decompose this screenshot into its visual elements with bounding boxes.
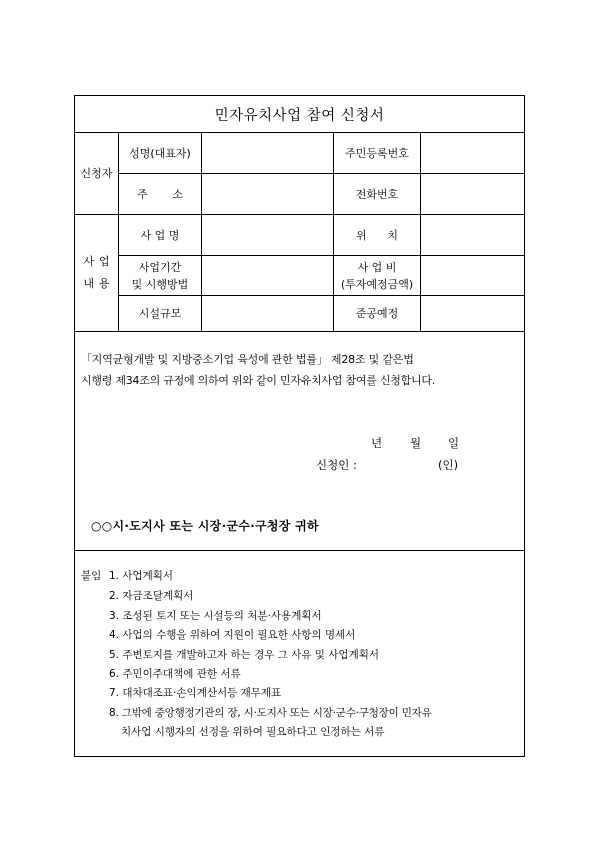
location-field[interactable] (421, 215, 524, 255)
cost-label-line2: (투자예정금액) (340, 277, 414, 291)
attachment-item: 2. 자금조달계획서 (109, 590, 194, 602)
business-label-char: 내 (83, 277, 95, 290)
attachment-item: 3. 조성된 토지 또는 시설등의 처분·사용계획서 (109, 610, 322, 622)
name-label: 성명(대표자) (129, 146, 191, 160)
attachment-item: 7. 대차대조표·손익계산서등 재무제표 (109, 687, 282, 699)
address-label (119, 174, 201, 214)
location-label (334, 215, 420, 255)
date-day-label: 일 (448, 436, 460, 450)
attachment-item: 치사업 시행자의 선정을 위하여 필요하다고 인정하는 서류 (121, 726, 385, 738)
attachment-item: 6. 주민이주대책에 관한 서류 (109, 668, 241, 680)
date-year-label: 년 (371, 436, 383, 450)
phone-label: 전화번호 (355, 187, 399, 201)
business-name-field[interactable] (202, 215, 333, 255)
business-label-char: 업 (98, 255, 110, 268)
seal-mark: (인) (438, 458, 459, 472)
facility-field[interactable] (202, 296, 333, 331)
location-label-char: 위 (356, 228, 367, 242)
form-title: 민자유치사업 참여 신청서 (214, 107, 385, 124)
statement-line: 「지역균형개발 및 지방중소기업 육성에 관한 법률」 제28조 및 같은법 (81, 353, 414, 366)
business-name-label: 사 업 명 (140, 228, 180, 242)
signature-label: 신청인 : (316, 458, 357, 472)
address-label-char: 소 (172, 187, 183, 201)
facility-label: 시설규모 (138, 307, 182, 320)
completion-field[interactable] (421, 296, 524, 331)
applicant-section-label: 신청자 (80, 166, 113, 180)
rrn-label: 주민등록번호 (345, 146, 409, 160)
location-label-char: 치 (387, 228, 398, 242)
address-label-char: 주 (137, 187, 148, 201)
period-field[interactable] (202, 256, 333, 295)
attachment-item: 8. 그밖에 중앙행정기관의 장, 시·도지사 또는 시장·군수·구청장이 민자유 (109, 707, 432, 719)
cost-label (334, 256, 420, 295)
application-form (74, 95, 525, 757)
attachment-item: 5. 주변토지를 개발하고자 하는 경우 그 사유 및 사업계획서 (109, 649, 380, 661)
attachments-label: 붙임 (81, 570, 102, 582)
business-section-label (75, 215, 118, 331)
period-label (119, 256, 201, 295)
recipient: ○○시·도지사 또는 시장·군수·구청장 귀하 (91, 519, 319, 533)
period-label-line1: 사업기간 (138, 260, 182, 274)
period-label-line2: 및 시행방법 (131, 277, 189, 291)
business-label-char: 사 (83, 255, 95, 268)
statement-line: 시행령 제34조의 규정에 의하여 위와 같이 민자유치사업 참여를 신청합니다. (81, 374, 435, 387)
completion-label: 준공예정 (355, 307, 399, 320)
name-field[interactable] (202, 133, 333, 173)
attachment-item: 4. 사업의 수행을 위하여 지원이 필요한 사항의 명세서 (109, 629, 356, 641)
divider (75, 550, 524, 551)
date-month-label: 월 (410, 436, 422, 450)
address-field[interactable] (202, 174, 333, 214)
statement (81, 349, 520, 391)
cost-label-line1: 사 업 비 (357, 260, 397, 274)
cost-field[interactable] (421, 256, 524, 295)
divider (75, 331, 524, 332)
rrn-field[interactable] (421, 133, 524, 173)
attachment-item: 1. 사업계획서 (109, 570, 174, 582)
phone-field[interactable] (421, 174, 524, 214)
business-label-char: 용 (98, 277, 110, 290)
